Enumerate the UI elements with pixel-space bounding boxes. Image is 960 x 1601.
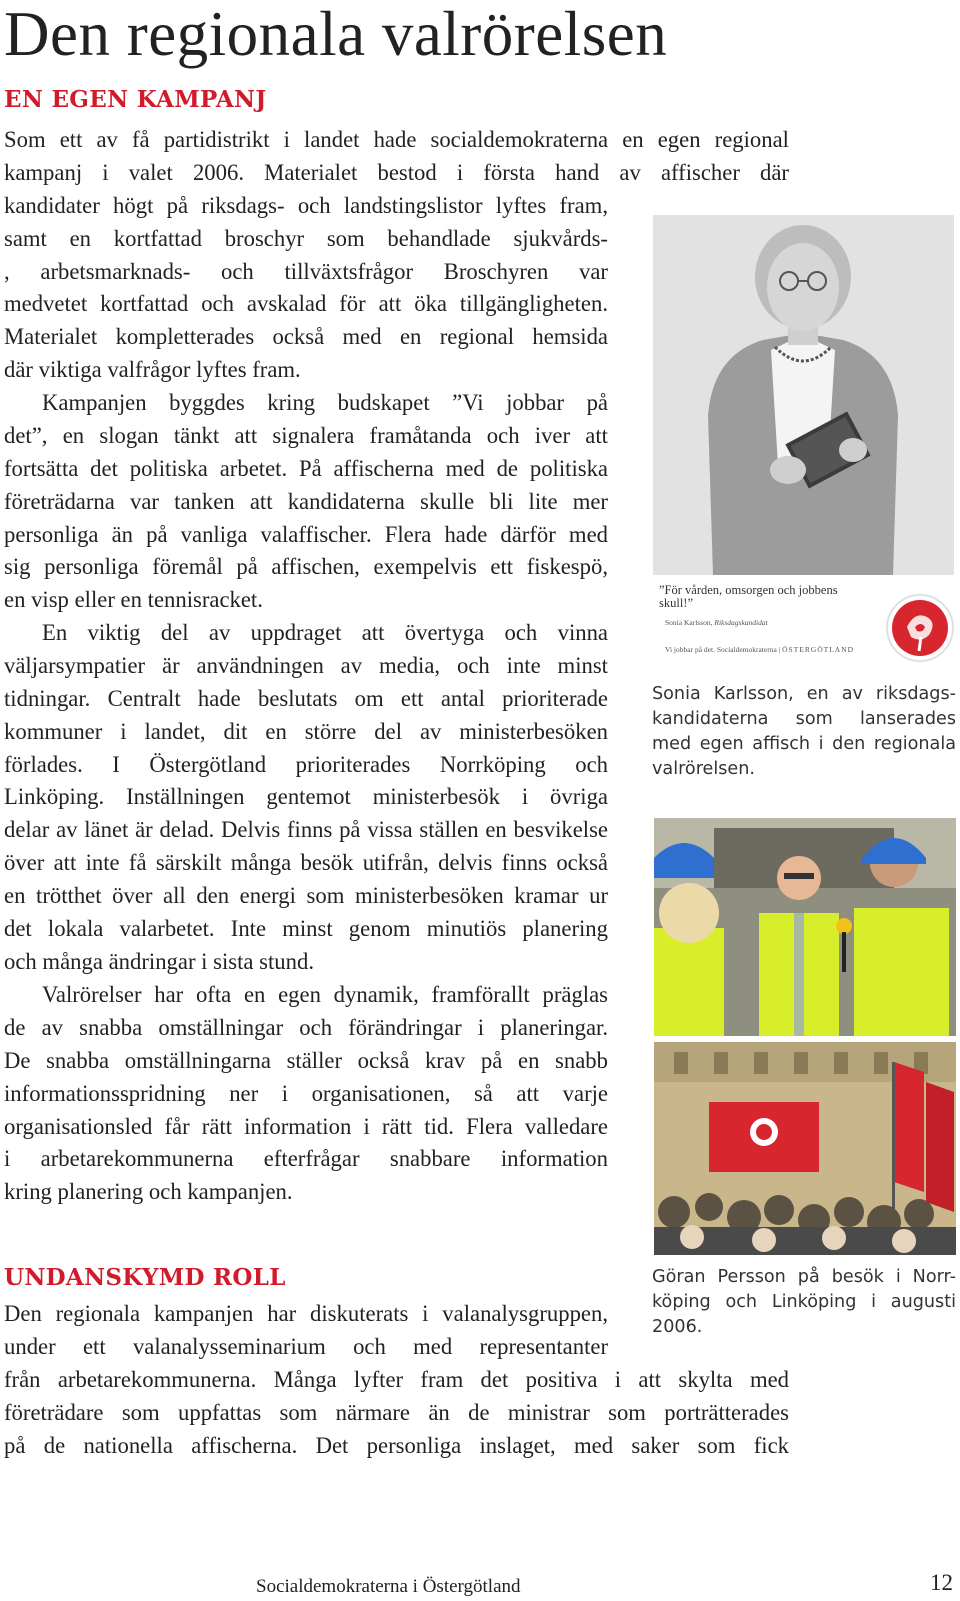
text-line: delar av länet är delad. Delvis finns på vissa ställen en besvikelse bbox=[4, 817, 608, 843]
text-line: de av snabba omställningar och förändringar i planeringar. bbox=[4, 1014, 608, 1040]
text-line: kampanj i valet 2006. Materialet bestod i första hand av affischer där bbox=[4, 159, 789, 185]
photo-rally bbox=[654, 1042, 956, 1255]
text-line: från arbetarekommunerna. Många lyfter fram det positiva i att skylta med bbox=[4, 1366, 789, 1392]
text-line: en trötthet över all den energi som ministerbesöken kramar ur bbox=[4, 883, 608, 909]
text-line: informationsspridning ner i organisationen, så att varje bbox=[4, 1080, 608, 1106]
text-line: väljarsympatier är användningen av media, och inte minst bbox=[4, 652, 608, 678]
portrait-illustration bbox=[653, 215, 954, 575]
rally-illustration bbox=[654, 1042, 956, 1255]
text-line: under ett valanalysseminarium och med representanter bbox=[4, 1333, 608, 1359]
rose-logo-icon bbox=[885, 593, 955, 663]
text-line: över att inte få särskilt många besök utifrån, delvis finns också bbox=[4, 850, 608, 876]
text-line: kring planering och kampanjen. bbox=[4, 1179, 293, 1205]
text-line: i arbetarekommunerna efterfrågar snabbare information bbox=[4, 1146, 608, 1172]
section-heading-egen-kampanj: EN EGEN KAMPANJ bbox=[4, 86, 267, 113]
text-line: tidningar. Centralt hade beslutats om ett antal prioriterade bbox=[4, 685, 608, 711]
text-line: det”, en slogan tänkt att signalera framåtanda och iver att bbox=[4, 422, 608, 448]
paragraph-3 bbox=[4, 617, 608, 979]
caption-line: med egen affisch i den regionala bbox=[652, 734, 956, 754]
footer-publisher: Socialdemokraterna i Östergötland bbox=[256, 1576, 521, 1597]
text-line: kommuner i landet, dit en större del av ministerbesöken bbox=[4, 718, 608, 744]
caption-goran-persson bbox=[652, 1265, 956, 1340]
caption-line: valrörelsen. bbox=[652, 759, 755, 779]
site-visit-illustration bbox=[654, 818, 956, 1036]
text-line: kandidater högt på riksdags- och landstingslistor lyftes fram, bbox=[4, 192, 608, 218]
candidate-name: Sonia Karlsson, bbox=[665, 618, 715, 627]
section-heading-undanskymd-roll: UNDANSKYMD ROLL bbox=[4, 1264, 286, 1291]
caption-line: kandidaterna som lanserades bbox=[652, 709, 956, 729]
text-line: samt en kortfattad broschyr som behandlade sjukvårds- bbox=[4, 225, 608, 251]
paragraph-4 bbox=[4, 979, 608, 1209]
caption-line: 2006. bbox=[652, 1317, 703, 1337]
text-line: Kampanjen byggdes kring budskapet ”Vi jobbar på bbox=[42, 390, 608, 415]
caption-line: köping och Linköping i augusti bbox=[652, 1292, 956, 1312]
text-line: sig personliga föremål på affischen, exempelvis ett fiskespö, bbox=[4, 554, 608, 580]
text-line: Som ett av få partidistrikt i landet hade socialdemokraterna en egen regional bbox=[4, 127, 789, 152]
text-line: en visp eller en tennisracket. bbox=[4, 587, 263, 613]
text-line: förlades. I Östergötland prioriterades Norrköping och bbox=[4, 751, 608, 777]
text-line: det lokala valarbetet. Inte minst genom minutiös planering bbox=[4, 916, 608, 942]
page-number: 12 bbox=[930, 1570, 953, 1595]
campaign-poster bbox=[653, 215, 954, 655]
text-line: på de nationella affischerna. Det personliga inslaget, med saker som fick bbox=[4, 1432, 789, 1458]
caption-sonia-karlsson bbox=[652, 682, 956, 782]
poster-slogan bbox=[665, 645, 854, 654]
text-line: och många ändringar i sista stund. bbox=[4, 948, 314, 974]
slogan-text: Vi jobbar på det. Socialdemokraterna | bbox=[665, 645, 783, 654]
photo-site-visit bbox=[654, 818, 956, 1036]
text-line: fortsätta det politiska arbetet. På affischerna med de politiska bbox=[4, 455, 608, 481]
text-line: medvetet kortfattad och avskalad för att öka tillgängligheten. bbox=[4, 291, 608, 317]
poster-candidate-name bbox=[665, 618, 768, 627]
text-line: företrädare som uppfattas som närmare än de ministrar som porträtterades bbox=[4, 1399, 789, 1425]
text-line: personliga än på vanliga valaffischer. Flera hade därför med bbox=[4, 521, 608, 547]
page-title: Den regionala valrörelsen bbox=[4, 0, 668, 69]
paragraph-2 bbox=[4, 387, 608, 617]
caption-line: Göran Persson på besök i Norr- bbox=[652, 1267, 956, 1287]
text-line: En viktig del av uppdraget att övertyga och vinna bbox=[42, 620, 608, 645]
slogan-region: ÖSTERGÖTLAND bbox=[782, 645, 855, 654]
candidate-role: Riksdagskandidat bbox=[714, 618, 768, 627]
text-line: , arbetsmarknads- och tillväxtsfrågor Broschyren var bbox=[4, 258, 608, 284]
text-line: Valrörelser har ofta en egen dynamik, framförallt präglas bbox=[42, 982, 608, 1007]
caption-line: Sonia Karlsson, en av riksdags- bbox=[652, 684, 956, 704]
text-line: De snabba omställningarna ställer också krav på en snabb bbox=[4, 1047, 608, 1073]
text-line: Materialet kompletterades också med en regional hemsida bbox=[4, 324, 608, 350]
text-line: Den regionala kampanjen har diskuterats i valanalysgruppen, bbox=[4, 1301, 608, 1326]
text-line: företrädarna var tanken att kandidaterna skulle bli lite mer bbox=[4, 488, 608, 514]
portrait-photo bbox=[653, 215, 954, 575]
poster-quote: ”För vården, omsorgen och jobbens skull!” bbox=[659, 583, 838, 610]
text-line: där viktiga valfrågor lyftes fram. bbox=[4, 357, 301, 383]
text-line: organisationsled får rätt information i rätt tid. Flera valledare bbox=[4, 1113, 608, 1139]
text-line: Linköping. Inställningen gentemot ministerbesök i övriga bbox=[4, 784, 608, 810]
